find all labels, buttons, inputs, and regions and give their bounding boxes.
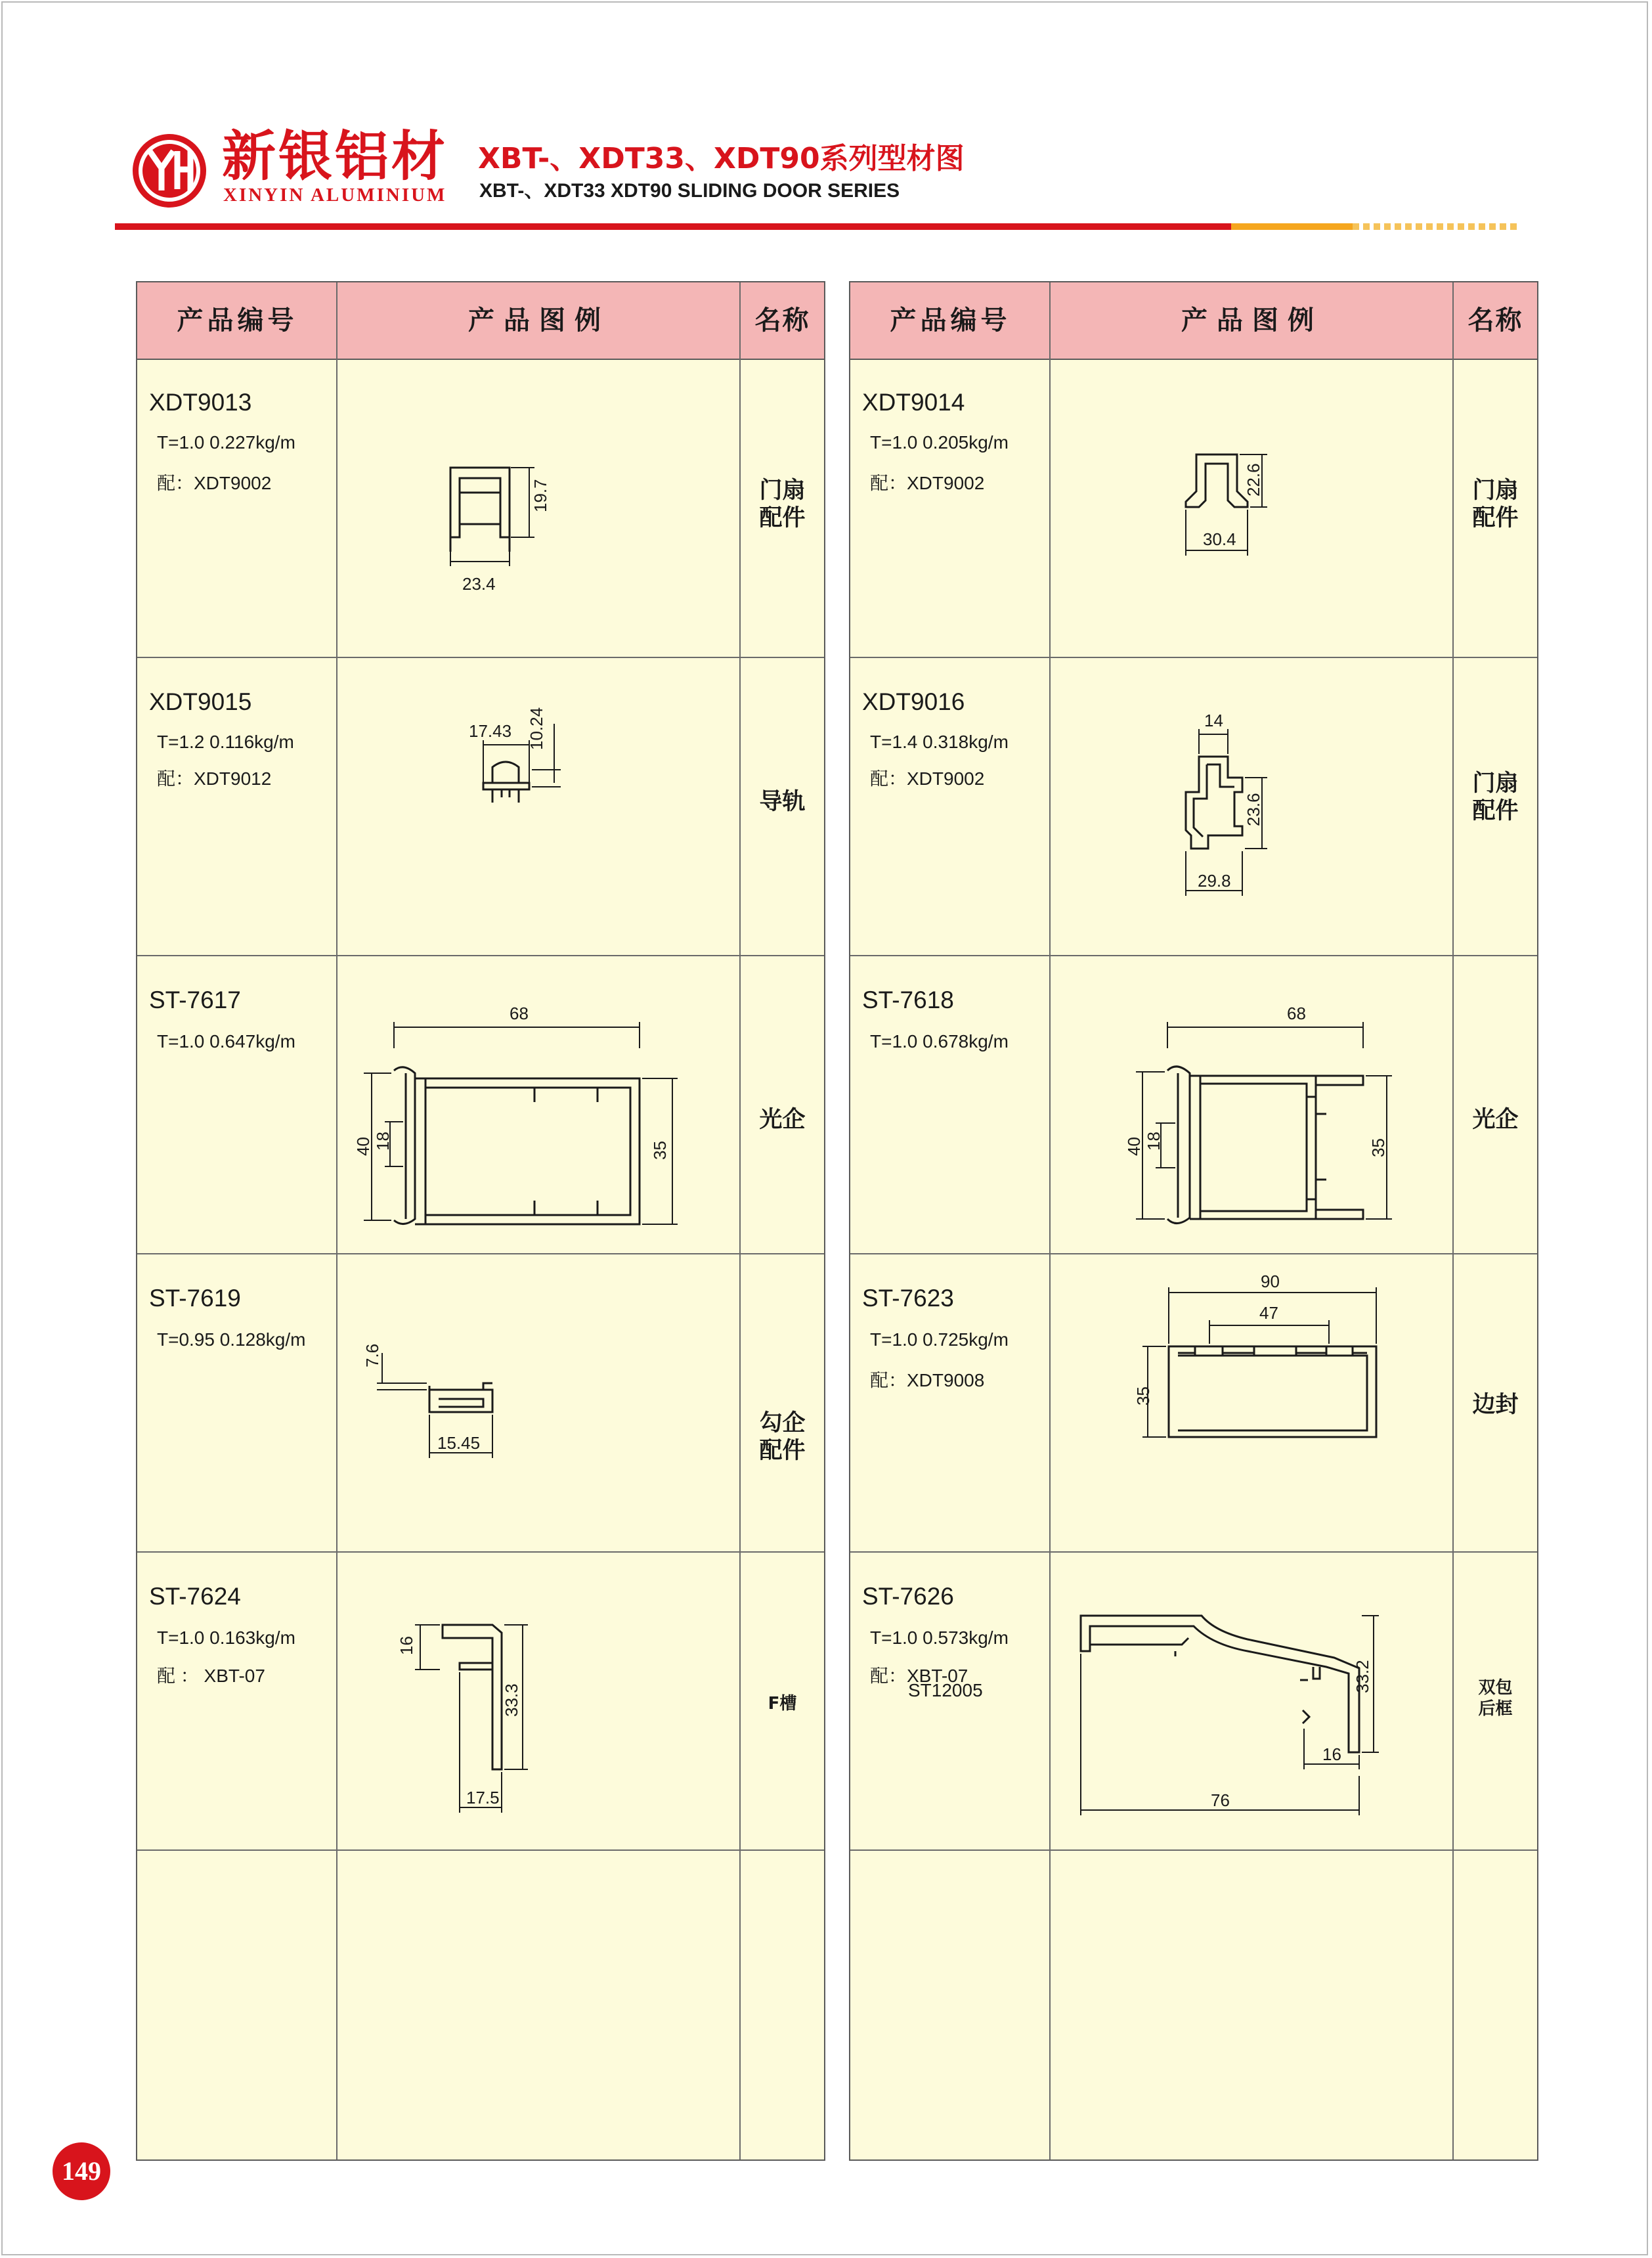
dim-height: 10.24	[527, 707, 546, 750]
product-spec: T=1.0 0.678kg/m	[870, 1031, 1009, 1052]
profile-drawing-st7617	[337, 956, 739, 1253]
product-spec: T=1.0 0.227kg/m	[157, 432, 295, 453]
product-code: XDT9013	[149, 389, 252, 416]
profile-drawing-xdt9015	[337, 658, 739, 955]
product-name: 光企	[1472, 1107, 1519, 1133]
dim-width: 17.43	[469, 721, 512, 741]
dim-height: 23.6	[1244, 793, 1263, 826]
header-product-name: 名称	[754, 305, 810, 336]
product-match-2: ST12005	[908, 1680, 983, 1700]
dim-height: 35	[1133, 1386, 1153, 1406]
header-product-code: 产品编号	[890, 305, 1011, 336]
dim-width: 29.8	[1198, 871, 1231, 891]
product-spec: T=1.0 0.647kg/m	[157, 1031, 295, 1052]
product-code: XDT9014	[862, 389, 965, 416]
product-code: ST-7619	[149, 1285, 241, 1312]
series-title-cn: XBT-、XDT33、XDT90系列型材图	[478, 142, 965, 175]
profile-drawing-st7618	[1051, 956, 1452, 1253]
profile-drawing-st7624	[337, 1553, 739, 1849]
dim-width: 68	[1287, 1004, 1306, 1023]
profile-drawing-xdt9014	[1051, 361, 1452, 658]
product-code: ST-7618	[862, 986, 954, 1013]
dim-right-height: 35	[650, 1141, 670, 1160]
dim-height: 33.2	[1353, 1660, 1372, 1693]
product-spec: T=1.0 0.163kg/m	[157, 1627, 295, 1648]
profile-drawing-st7623	[1051, 1254, 1452, 1551]
dim-height: 7.6	[362, 1343, 382, 1367]
product-code: XDT9016	[862, 688, 965, 715]
profile-drawing-st7619	[337, 1254, 739, 1551]
product-match: 配 ： XBT-07	[157, 1666, 265, 1686]
product-spec: T=0.95 0.128kg/m	[157, 1329, 306, 1350]
xy-logo-icon	[130, 131, 209, 210]
header-rule	[115, 223, 1231, 230]
series-title-en: XBT-、XDT33 XDT90 SLIDING DOOR SERIES	[479, 180, 900, 202]
product-name: 边封	[1472, 1392, 1519, 1418]
dim-right-height: 35	[1368, 1138, 1388, 1157]
header-rule-accent	[1231, 223, 1353, 230]
product-name: 勾企 配件	[759, 1410, 806, 1464]
brand-name-en: XINYIN ALUMINIUM	[223, 185, 447, 206]
dim-inner-width: 47	[1259, 1303, 1278, 1323]
profile-drawing-xdt9016	[1051, 658, 1452, 955]
dim-width: 68	[510, 1004, 529, 1023]
product-spec: T=1.0 0.725kg/m	[870, 1329, 1009, 1350]
dim-height: 22.6	[1244, 463, 1263, 497]
dim-width: 15.45	[437, 1433, 481, 1453]
dim-top-width: 14	[1204, 711, 1223, 730]
product-name: 门扇 配件	[759, 477, 806, 531]
profile-table-right	[849, 281, 1538, 2161]
header-product-code: 产品编号	[177, 305, 298, 336]
product-name: 门扇 配件	[1472, 477, 1519, 531]
table-header	[137, 282, 824, 360]
product-code: ST-7624	[149, 1583, 241, 1610]
dim-height: 33.3	[502, 1683, 521, 1717]
product-code: ST-7617	[149, 986, 241, 1013]
product-code: ST-7626	[862, 1583, 954, 1610]
dim-lip-width: 16	[1322, 1744, 1341, 1764]
header-product-figure: 产品图例	[1181, 305, 1323, 336]
dim-height: 19.7	[531, 479, 550, 512]
product-spec: T=1.0 0.205kg/m	[870, 432, 1009, 453]
product-spec: T=1.2 0.116kg/m	[157, 732, 294, 752]
page-number: 149	[53, 2142, 110, 2200]
dim-width: 17.5	[466, 1788, 500, 1807]
dim-width: 76	[1211, 1790, 1230, 1810]
product-code: XDT9015	[149, 688, 252, 715]
row-divider	[850, 1849, 1537, 1851]
product-match: 配：XDT9002	[870, 473, 985, 493]
product-name: F槽	[768, 1694, 797, 1714]
dim-lip: 16	[397, 1636, 416, 1655]
dim-height: 40	[353, 1137, 373, 1156]
product-name: 导轨	[759, 789, 806, 815]
dim-height: 40	[1124, 1137, 1144, 1156]
product-code: ST-7623	[862, 1285, 954, 1312]
profile-drawing-xdt9013	[337, 361, 739, 658]
row-divider	[137, 1849, 824, 1851]
product-match: 配：XDT9008	[870, 1370, 985, 1390]
profile-table-left	[136, 281, 825, 2161]
brand-name-cn: 新银铝材	[222, 125, 448, 188]
product-spec: T=1.4 0.318kg/m	[870, 732, 1009, 752]
header-rule-dashes	[1353, 223, 1517, 230]
dim-width: 30.4	[1203, 529, 1236, 549]
profile-drawing-st7626	[1051, 1553, 1452, 1849]
column-divider	[1452, 282, 1454, 2159]
dim-width: 23.4	[462, 574, 496, 594]
product-spec: T=1.0 0.573kg/m	[870, 1627, 1009, 1648]
product-name: 光企	[759, 1107, 806, 1133]
product-match: 配：XBT-07	[870, 1666, 968, 1686]
product-match: 配：XDT9012	[157, 768, 272, 789]
header-product-figure: 产品图例	[468, 305, 610, 336]
product-name: 门扇 配件	[1472, 770, 1519, 824]
dim-width: 90	[1261, 1272, 1280, 1291]
column-divider	[739, 282, 741, 2159]
dim-inner-height: 18	[1144, 1132, 1163, 1151]
product-match: 配：XDT9002	[157, 473, 272, 493]
table-header	[850, 282, 1537, 360]
product-name: 双包 后框	[1478, 1678, 1513, 1719]
dim-inner-height: 18	[373, 1132, 393, 1151]
header-product-name: 名称	[1467, 305, 1523, 336]
product-match: 配：XDT9002	[870, 768, 985, 789]
